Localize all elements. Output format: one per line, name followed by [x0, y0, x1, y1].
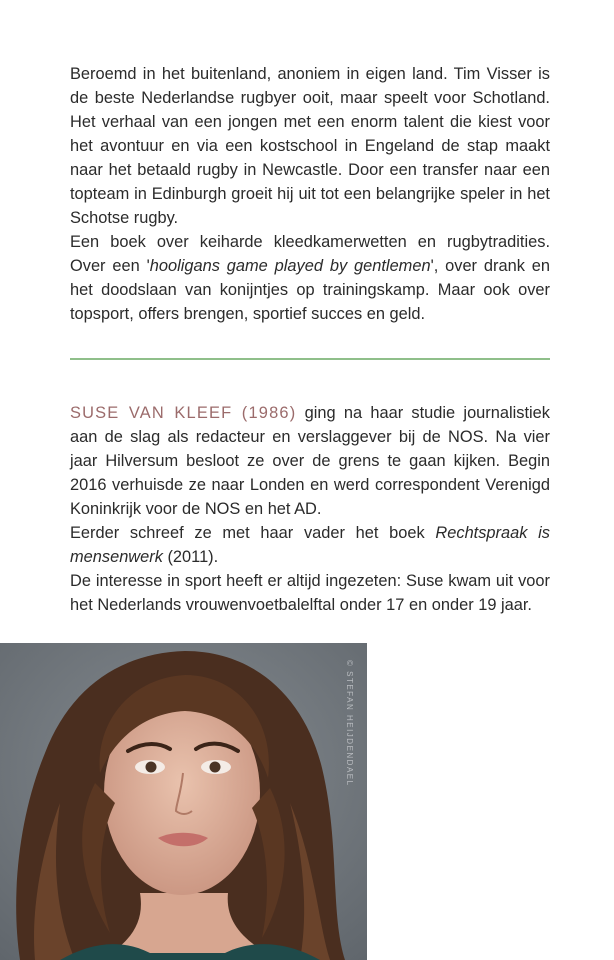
bio-paragraph-2	[70, 521, 550, 569]
blurb-paragraph-2	[70, 230, 550, 326]
author-bio	[70, 401, 550, 617]
bio-p2-end: (2011).	[162, 548, 219, 566]
photo-credit-text: © STEFAN HEIJDENDAEL	[345, 660, 354, 787]
bio-p1-rest: ging na haar studie journalistiek aan de slag als redacteur en verslaggever bij de NOS. Na vier jaar Hilversum besloot ze over de grens te gaan kijken. Begin 2016 verhuisde ze naar Londen en werd correspondent Verenigd Koninkrijk voor de NOS en het AD.	[70, 404, 550, 518]
blurb-p2-start: Een boek over keiharde kleedkamerwetten en rugbytradities. Over een '	[70, 233, 550, 275]
book-title: Rechtspraak is mensenwerk	[70, 524, 550, 566]
blurb-quote: hooligans game played by gentlemen	[149, 257, 431, 275]
photo-credit	[342, 660, 356, 790]
book-blurb	[70, 62, 550, 326]
bio-paragraph-3: De interesse in sport heeft er altijd ingezeten: Suse kwam uit voor het Nederlands vrouwenvoetbalelftal onder 17 en onder 19 jaar.	[70, 572, 550, 614]
bio-paragraph-1	[70, 401, 550, 521]
author-portrait-illustration	[0, 643, 367, 960]
section-divider	[70, 358, 550, 360]
blurb-p2-end: ', over drank en het doodslaan van konijntjes op trainingskamp. Maar ook over topsport, offers brengen, sportief succes en geld.	[70, 257, 550, 323]
author-name: SUSE VAN KLEEF (1986)	[70, 404, 297, 422]
bio-p2-start: Eerder schreef ze met haar vader het boek	[70, 524, 436, 542]
blurb-paragraph-1: Beroemd in het buitenland, anoniem in eigen land. Tim Visser is de beste Nederlandse rugbyer ooit, maar speelt voor Schotland. Het verhaal van een jongen met een enorm talent die kiest voor het avontuur en via een kostschool in Engeland de stap maakt naar het betaald rugby in Newcastle. Door een transfer naar een topteam in Edinburgh groeit hij uit tot een belangrijke speler in het Schotse rugby.	[70, 65, 550, 227]
author-photo	[0, 643, 367, 960]
